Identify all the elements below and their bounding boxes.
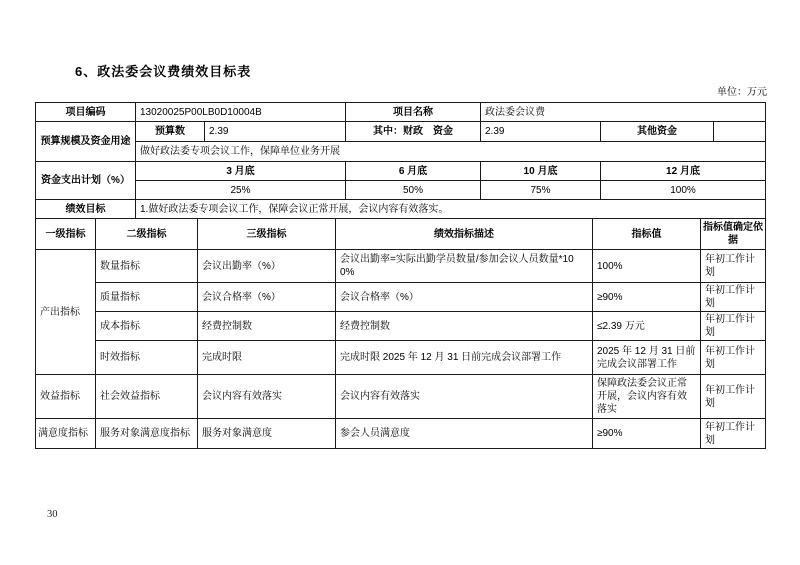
indicator-header-desc: 绩效指标描述 [336,219,593,250]
indicator-level1-satisfaction: 满意度指标 [36,419,96,449]
goal-text: 1.做好政法委专项会议工作，保障会议正常开展，会议内容有效落实。 [136,200,766,219]
spend-plan-period-q4: 12 月底 [601,162,766,181]
page-title: 6、政法委会议费绩效目标表 [75,64,252,79]
indicator-level2: 成本指标 [96,312,198,341]
budget-scope-label: 预算规模及资金用途 [36,122,136,162]
goal-label: 绩效目标 [36,200,136,219]
performance-target-table [35,102,765,449]
indicator-basis: 年初工作计划 [701,312,766,341]
page-number: 30 [47,509,58,520]
budget-amount-label: 预算数 [136,122,205,142]
indicator-basis: 年初工作计划 [701,419,766,449]
project-header-table [35,102,766,122]
fiscal-fund-value: 2.39 [481,122,601,142]
indicator-level3: 服务对象满意度 [198,419,336,449]
spend-plan-period-q1: 3 月底 [136,162,346,181]
indicator-level1-output: 产出指标 [36,250,96,375]
indicator-basis: 年初工作计划 [701,250,766,283]
indicator-desc: 经费控制数 [336,312,593,341]
indicator-level3: 会议合格率（%） [198,283,336,312]
indicator-value: 2025 年 12 月 31 日前完成会议部署工作 [593,341,701,375]
indicator-level1-benefit: 效益指标 [36,375,96,419]
indicator-header-basis: 指标值确定依据 [701,219,766,250]
indicator-header-value: 指标值 [593,219,701,250]
indicator-desc: 会议出勤率=实际出勤学员数量/参加会议人员数量*100% [336,250,593,283]
indicator-basis: 年初工作计划 [701,341,766,375]
project-name-label: 项目名称 [346,103,481,122]
spend-plan-value-q4: 100% [601,181,766,200]
goal-table [35,199,766,219]
table-row [36,250,766,283]
indicator-header-level2: 二级指标 [96,219,198,250]
other-fund-label: 其他资金 [601,122,714,142]
fiscal-fund-label: 其中：财政 资金 [346,122,481,142]
indicator-level2: 服务对象满意度指标 [96,419,198,449]
indicator-value: ≥90% [593,283,701,312]
indicator-desc: 会议内容有效落实 [336,375,593,419]
project-name-value: 政法委会议费 [481,103,766,122]
fund-usage-value: 做好政法委专项会议工作，保障单位业务开展 [136,142,766,162]
spend-plan-value-q2: 50% [346,181,481,200]
spend-plan-table [35,161,766,200]
indicator-level3: 经费控制数 [198,312,336,341]
project-code-label: 项目编码 [36,103,136,122]
spend-plan-period-q2: 6 月底 [346,162,481,181]
indicator-level3: 完成时限 [198,341,336,375]
table-row [36,341,766,375]
spend-plan-value-q3: 75% [481,181,601,200]
project-code-value: 13020025P00LB0D10004B [136,103,346,122]
indicator-value: ≤2.39 万元 [593,312,701,341]
indicator-table [35,218,766,449]
indicator-level2: 社会效益指标 [96,375,198,419]
budget-table [35,121,766,162]
other-fund-value [714,122,766,142]
spend-plan-label: 资金支出计划（%） [36,162,136,200]
table-row [36,419,766,449]
indicator-level2: 质量指标 [96,283,198,312]
indicator-header-level1: 一级指标 [36,219,96,250]
spend-plan-value-q1: 25% [136,181,346,200]
indicator-level2: 数量指标 [96,250,198,283]
table-row [36,283,766,312]
indicator-basis: 年初工作计划 [701,283,766,312]
indicator-desc: 参会人员满意度 [336,419,593,449]
table-row [36,375,766,419]
indicator-value: 保障政法委会议正常开展，会议内容有效落实 [593,375,701,419]
indicator-basis: 年初工作计划 [701,375,766,419]
unit-note: 单位：万元 [717,87,767,98]
indicator-value: 100% [593,250,701,283]
budget-amount-value: 2.39 [205,122,346,142]
table-row [36,312,766,341]
indicator-level3: 会议出勤率（%） [198,250,336,283]
indicator-level2: 时效指标 [96,341,198,375]
indicator-level3: 会议内容有效落实 [198,375,336,419]
indicator-desc: 完成时限 2025 年 12 月 31 日前完成会议部署工作 [336,341,593,375]
spend-plan-period-q3: 10 月底 [481,162,601,181]
indicator-value: ≥90% [593,419,701,449]
indicator-desc: 会议合格率（%） [336,283,593,312]
indicator-header-level3: 三级指标 [198,219,336,250]
